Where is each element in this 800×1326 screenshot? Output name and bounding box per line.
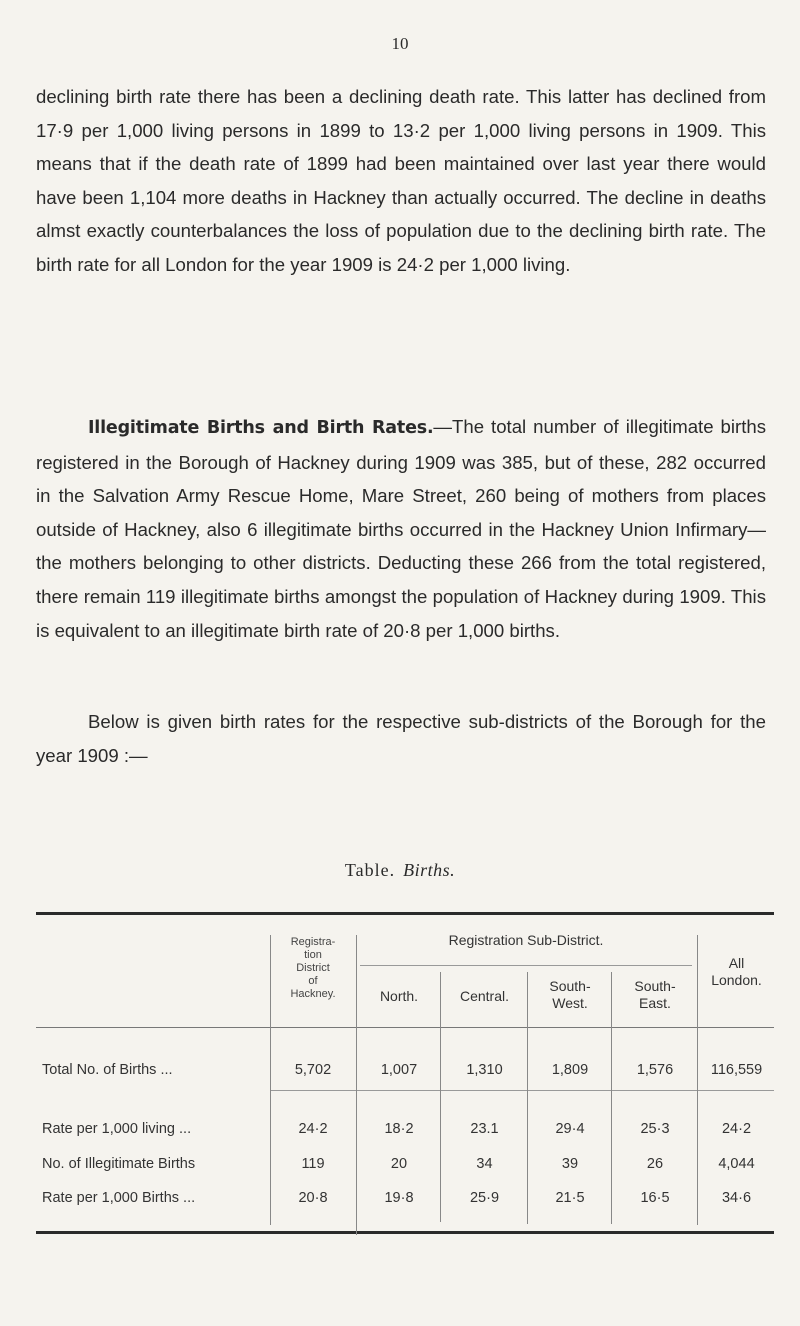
table-cell: 1,310	[466, 1062, 503, 1078]
table-caption-label: Table.	[344, 860, 396, 880]
table-cell: 21·5	[555, 1190, 585, 1206]
col-rule	[440, 972, 441, 1222]
section-body: —The total number of illegitimate births registered in the Borough of Hackney during 1909 was 385, but of these, 282 occurred in the Salvation Army Rescue Home, Mare Street, 260 being of mothers from places outside of Hackney, also 6 illegitimate births occurred in the Hackney Union Infirmary—the mothers belonging to other districts. Deducting these 266 from the total registered, there remain 119 illegitimate births amongst the population of Hackney during 1909. This is equivalent to an illegitimate birth rate of 20·8 per 1,000 births.	[36, 416, 767, 641]
group-header-divider	[360, 965, 692, 966]
row-label-illegitimate-births: No. of Illegitimate Births	[42, 1156, 196, 1172]
header-text: South-	[634, 978, 676, 994]
header-text: London.	[711, 972, 762, 988]
row-label-rate-births: Rate per 1,000 Births ...	[42, 1190, 196, 1206]
row-divider	[270, 1090, 774, 1091]
header-text: All	[728, 955, 745, 971]
header-text: East.	[639, 995, 671, 1011]
table-bottom-rule	[36, 1231, 774, 1234]
paragraph-table-intro: Below is given birth rates for the respective sub-districts of the Borough for the year 1909 :—	[36, 711, 766, 766]
table-cell: 119	[301, 1156, 325, 1172]
col-rule	[356, 935, 357, 1235]
header-text: District	[296, 962, 330, 974]
header-south-east	[613, 978, 697, 1012]
table-cell: 4,044	[718, 1156, 755, 1172]
table-cell: 18·2	[384, 1121, 414, 1137]
table-cell: 39	[561, 1156, 579, 1172]
header-text: South-	[549, 978, 591, 994]
header-north: North.	[379, 988, 419, 1004]
table-cell: 116,559	[710, 1062, 763, 1078]
table-cell: 5,702	[294, 1062, 332, 1078]
table-cell: 25·3	[640, 1121, 670, 1137]
table-cell: 1,809	[551, 1062, 589, 1078]
table-cell: 25·9	[469, 1190, 500, 1206]
table-top-rule	[36, 912, 774, 915]
table-cell: 19·8	[384, 1190, 414, 1206]
table-header-divider	[36, 1027, 774, 1028]
paragraph-death-rate: declining birth rate there has been a declining death rate. This latter has declined from 17·9 per 1,000 living persons in 1899 to 13·2 per 1,000 living persons in 1909. This means that if the death rate of 1899 had been maintained over last year there would have been 1,104 more deaths in Hackney than actually occurred. The decline in deaths almst exactly counterbalances the loss of population due to the declining birth rate. The birth rate for all London for the year 1909 is 24·2 per 1,000 living.	[36, 86, 766, 275]
table-caption-title: Births.	[403, 860, 456, 880]
header-central: Central.	[459, 988, 510, 1004]
table-caption	[0, 860, 800, 881]
header-all-london	[699, 955, 774, 989]
header-text: Registra-	[290, 936, 336, 948]
header-text: of	[308, 975, 318, 987]
col-rule	[611, 972, 612, 1224]
table-cell: 20	[390, 1156, 408, 1172]
header-sub-district-group: Registration Sub-District.	[448, 932, 604, 948]
row-label-total-births: Total No. of Births ...	[42, 1062, 173, 1078]
header-district	[272, 936, 354, 1001]
table-cell: 26	[646, 1156, 664, 1172]
row-label-rate-living: Rate per 1,000 living ...	[42, 1121, 192, 1137]
table-cell: 16·5	[640, 1190, 670, 1206]
header-south-west	[529, 978, 611, 1012]
table-cell: 1,007	[380, 1062, 418, 1078]
page-number: 10	[391, 34, 409, 53]
paragraph-illegitimate-births	[36, 410, 766, 647]
header-text: tion	[304, 949, 322, 961]
table-cell: 34·6	[721, 1190, 752, 1206]
section-heading: Illegitimate Births and Birth Rates.	[88, 418, 434, 438]
table-cell: 24·2	[298, 1121, 328, 1137]
table-cell: 24·2	[721, 1121, 752, 1137]
table-cell: 1,576	[636, 1062, 674, 1078]
col-rule	[697, 935, 698, 1225]
col-rule	[527, 972, 528, 1224]
col-rule	[270, 935, 271, 1225]
table-cell: 23.1	[470, 1121, 499, 1137]
table-cell: 29·4	[555, 1121, 585, 1137]
header-text: West.	[552, 995, 588, 1011]
header-text: Hackney.	[290, 988, 336, 1000]
table-cell: 34	[476, 1156, 493, 1172]
table-cell: 20·8	[298, 1190, 328, 1206]
